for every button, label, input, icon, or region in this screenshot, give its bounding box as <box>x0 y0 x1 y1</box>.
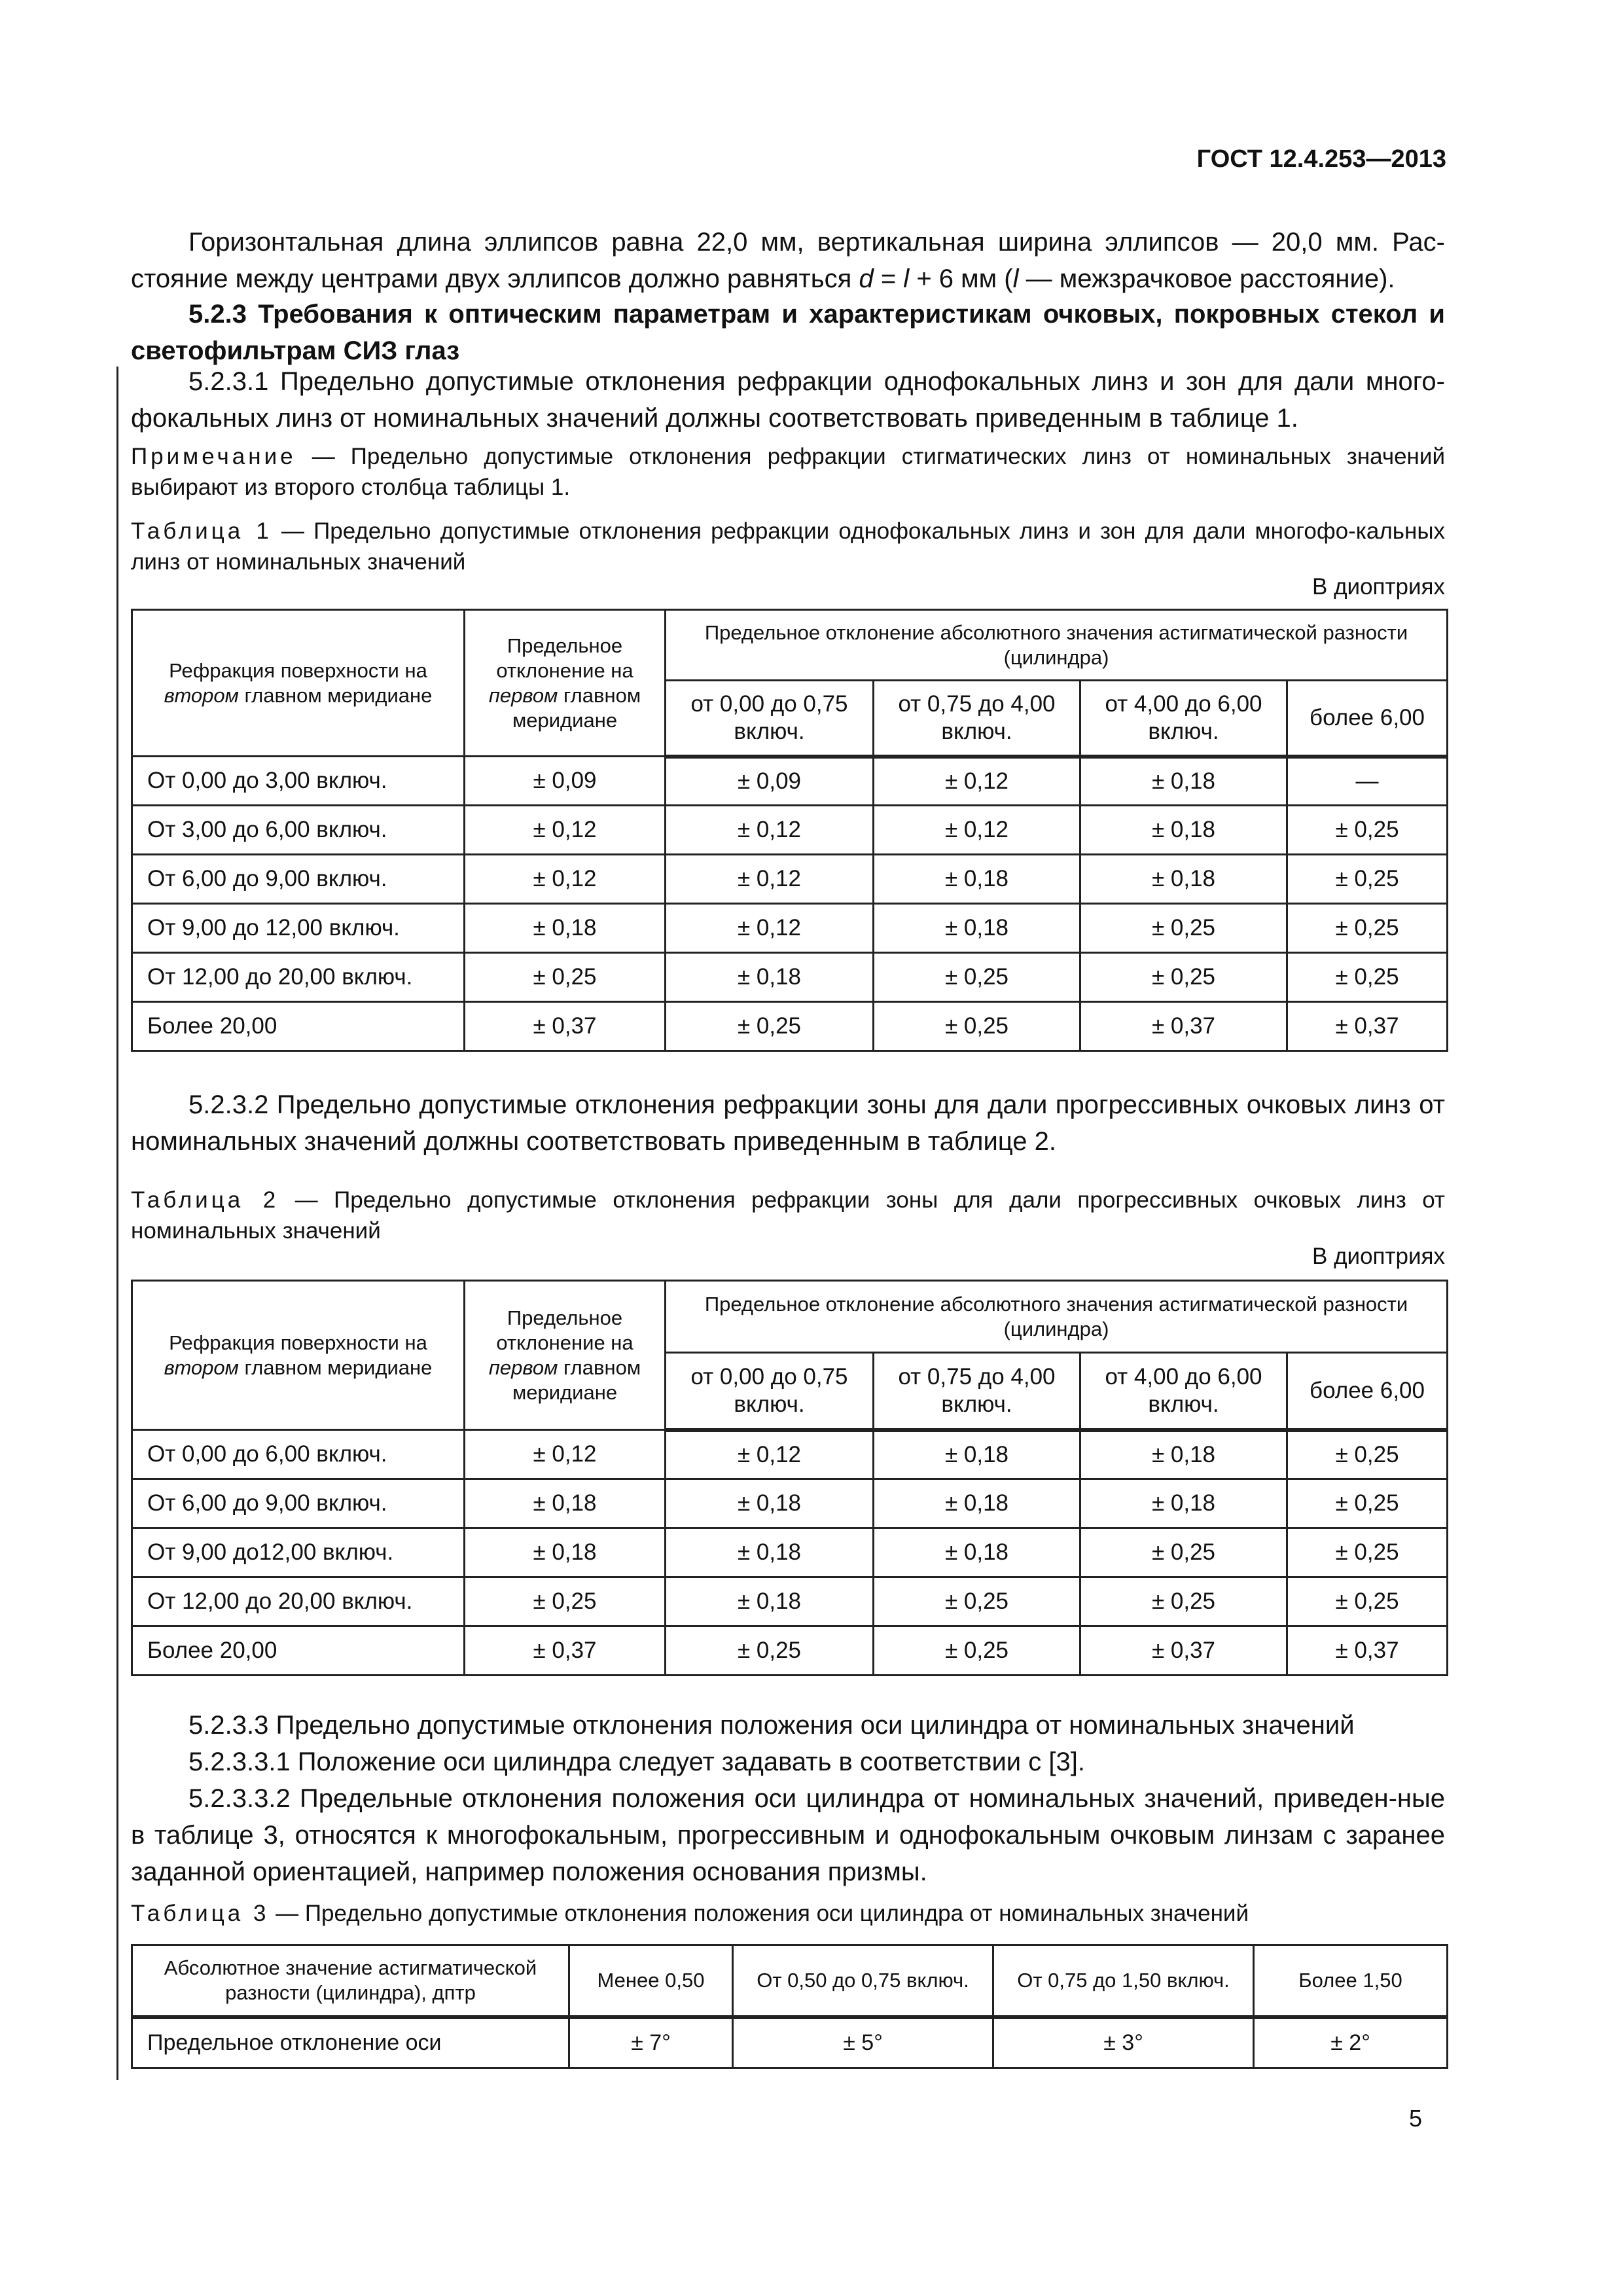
table-row: От 6,00 до 9,00 включ. ± 0,12 ± 0,12 ± 0,18 ± 0,18 ± 0,25 <box>132 855 1448 904</box>
paragraph-5-2-3-2: 5.2.3.2 Предельно допустимые отклонения рефракции зоны для дали прогрессивных очковых линз от номинальных значений должны соответствовать приведенным в таблице 2. <box>131 1090 1445 1156</box>
paragraph-5-2-3-3-2: 5.2.3.3.2 Предельные отклонения положения оси цилиндра от номинальных значений, приведен-ные в таблице 3, относятся к многофокальным, прогрессивным и однофокальным очковым линзам с заранее заданной ориентацией, например положения основания призмы. <box>131 1784 1445 1886</box>
paragraph-5-2-3-1: 5.2.3.1 Предельно допустимые отклонения рефракции однофокальных линз и зон для дали много-фокальных линз от номинальных значений должны соответствовать приведенным в таблице 1. <box>131 367 1445 433</box>
note-text: — Предельно допустимые отклонения рефракции стигматических линз от номинальных значений выбирают из второго столбца таблицы 1. <box>131 444 1445 500</box>
table2-caption <box>131 1185 1445 1246</box>
table2-header-refraction: Рефракция поверхности на втором главном меридиане <box>132 1281 465 1430</box>
table3-caption-label: Таблица 3 <box>131 1901 270 1926</box>
section-heading-5-2-3: 5.2.3 Требования к оптическим параметрам и характеристикам очковых, покровных стекол и светофильтрам СИЗ глаз <box>131 300 1445 365</box>
page-number: 5 <box>1409 2105 1423 2132</box>
table2-subheader-4: более 6,00 <box>1287 1353 1448 1430</box>
paragraph-5-2-3-3: 5.2.3.3 Предельно допустимые отклонения положения оси цилиндра от номинальных значений <box>188 1711 1355 1740</box>
table2-header-group: Предельное отклонение абсолютного значения астигматической разности (цилиндра) <box>666 1281 1448 1353</box>
table-row: Более 20,00 ± 0,37 ± 0,25 ± 0,25 ± 0,37 ± 0,37 <box>132 1002 1448 1051</box>
table-row: От 9,00 до12,00 включ. ± 0,18 ± 0,18 ± 0,18 ± 0,25 ± 0,25 <box>132 1528 1448 1577</box>
table1 <box>131 609 1448 1052</box>
table1-subheader-1: от 0,00 до 0,75 включ. <box>666 681 874 757</box>
table3-header-4: Более 1,50 <box>1254 1945 1448 2017</box>
table-row: Предельное отклонение оси ± 7° ± 5° ± 3° ± 2° <box>132 2017 1448 2068</box>
paragraph-5-2-3-3-1: 5.2.3.3.1 Положение оси цилиндра следует задавать в соответствии с [3]. <box>188 1748 1085 1776</box>
table3-header-2: От 0,50 до 0,75 включ. <box>733 1945 993 2017</box>
table-row: Более 20,00 ± 0,37 ± 0,25 ± 0,25 ± 0,37 ± 0,37 <box>132 1626 1448 1676</box>
note-label: Примечание <box>131 444 296 469</box>
table3-header-1: Менее 0,50 <box>569 1945 733 2017</box>
table3 <box>131 1944 1448 2069</box>
table1-caption-text: — Предельно допустимые отклонения рефракции однофокальных линз и зон для дали многофо-кальных линз от номинальных значений <box>131 518 1445 575</box>
table1-caption-label: Таблица 1 <box>131 518 272 544</box>
table-row: От 9,00 до 12,00 включ. ± 0,18 ± 0,12 ± 0,18 ± 0,25 ± 0,25 <box>132 904 1448 953</box>
table1-header-refraction: Рефракция поверхности на втором главном меридиане <box>132 610 465 757</box>
note <box>131 441 1445 503</box>
table1-subheader-4: более 6,00 <box>1287 681 1448 757</box>
change-marker-line <box>116 367 118 2080</box>
table-row: От 0,00 до 3,00 включ. ± 0,09 ± 0,09 ± 0,12 ± 0,18 — <box>132 757 1448 806</box>
table-row: От 0,00 до 6,00 включ. ± 0,12 ± 0,12 ± 0,18 ± 0,18 ± 0,25 <box>132 1430 1448 1479</box>
table3-caption <box>131 1898 1445 1929</box>
table2-subheader-2: от 0,75 до 4,00 включ. <box>874 1353 1080 1430</box>
document-code: ГОСТ 12.4.253—2013 <box>1196 145 1446 173</box>
table-row: От 12,00 до 20,00 включ. ± 0,25 ± 0,18 ± 0,25 ± 0,25 ± 0,25 <box>132 953 1448 1002</box>
paragraph-ellipses <box>131 224 1445 297</box>
table-row: От 12,00 до 20,00 включ. ± 0,25 ± 0,18 ± 0,25 ± 0,25 ± 0,25 <box>132 1577 1448 1626</box>
table3-header-abs-value: Абсолютное значение астигматической разности (цилиндра), дптр <box>132 1945 569 2017</box>
variable-l: l <box>903 264 910 293</box>
table1-subheader-2: от 0,75 до 4,00 включ. <box>874 681 1080 757</box>
table2-subheader-3: от 4,00 до 6,00 включ. <box>1080 1353 1287 1430</box>
paragraph-ellipses-text: Горизонтальная длина эллипсов равна 22,0 мм, вертикальная ширина эллипсов — 20,0 мм. Рас-стояние между центрами двух эллипсов должно равняться <box>131 228 1445 293</box>
table2-subheader-1: от 0,00 до 0,75 включ. <box>666 1353 874 1430</box>
table3-header-3: От 0,75 до 1,50 включ. <box>993 1945 1254 2017</box>
table1-header-group: Предельное отклонение абсолютного значения астигматической разности (цилиндра) <box>666 610 1448 681</box>
variable-l-2: l <box>1012 264 1019 293</box>
table2 <box>131 1280 1448 1676</box>
table2-header-deviation: Предельное отклонение на первом главном меридиане <box>465 1281 666 1430</box>
equals-sign: = <box>880 264 897 293</box>
formula-tail: + 6 мм ( <box>916 264 1013 293</box>
table2-units: В диоптриях <box>1312 1244 1445 1269</box>
table2-caption-text: — Предельно допустимые отклонения рефракции зоны для дали прогрессивных очковых линз от номинальных значений <box>131 1187 1446 1244</box>
table-row: От 3,00 до 6,00 включ. ± 0,12 ± 0,12 ± 0,12 ± 0,18 ± 0,25 <box>132 806 1448 855</box>
table1-units: В диоптриях <box>1312 574 1445 600</box>
table1-header-deviation: Предельное отклонение на первом главном меридиане <box>465 610 666 757</box>
table-row: От 6,00 до 9,00 включ. ± 0,18 ± 0,18 ± 0,18 ± 0,18 ± 0,25 <box>132 1479 1448 1528</box>
table1-caption <box>131 516 1445 577</box>
formula-end: — межзрачковое расстояние). <box>1026 264 1395 293</box>
table2-caption-label: Таблица 2 <box>131 1187 279 1213</box>
table1-subheader-3: от 4,00 до 6,00 включ. <box>1080 681 1287 757</box>
variable-d: d <box>859 264 874 293</box>
table3-caption-text: — Предельно допустимые отклонения положения оси цилиндра от номинальных значений <box>276 1901 1249 1926</box>
